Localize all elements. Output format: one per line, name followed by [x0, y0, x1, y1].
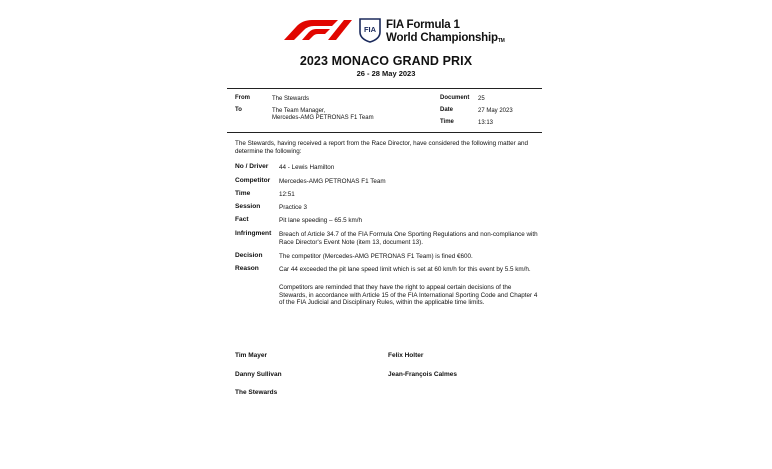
- to-label: To: [235, 107, 242, 113]
- steward-signature-3: Danny Sullivan: [235, 371, 282, 378]
- brand-line-1: FIA Formula 1: [386, 19, 460, 31]
- appeal-note: Competitors are reminded that they have the right to appeal certain decisions of the Stewards, in accordance with Article 15 of the FIA International Sporting Code and Chapter 4 of the FIA Judicial and Disciplinary Rules, within the applicable time limits.: [279, 284, 538, 306]
- session-label: Session: [235, 203, 261, 210]
- fia-badge-text: FIA: [363, 25, 377, 34]
- time-label: Time: [440, 119, 454, 125]
- time-row-label: Time: [235, 190, 251, 197]
- intro-paragraph: The Stewards, having received a report from the Race Director, have considered the following matter and determine the following:: [235, 140, 528, 155]
- driver-value: 44 - Lewis Hamilton: [279, 164, 335, 171]
- header-logo: [282, 14, 522, 46]
- competitor-label: Competitor: [235, 177, 271, 184]
- f1-logo-icon: [282, 18, 354, 40]
- fact-label: Fact: [235, 216, 249, 223]
- infringement-label: Infringment: [235, 230, 272, 237]
- steward-signature-1: Tim Mayer: [235, 352, 268, 359]
- trademark: TM: [497, 38, 505, 44]
- document-value: 25: [478, 96, 485, 102]
- steward-signature-4: Jean-François Calmes: [388, 371, 458, 378]
- from-label: From: [235, 95, 250, 101]
- event-dates: 26 - 28 May 2023: [356, 69, 416, 78]
- driver-label: No / Driver: [235, 163, 269, 170]
- to-value-line-1: The Team Manager,: [272, 108, 326, 114]
- competitor-value: Mercedes-AMG PETRONAS F1 Team: [279, 178, 386, 185]
- steward-signature-2: Felix Holter: [388, 352, 424, 359]
- date-value: 27 May 2023: [478, 108, 513, 114]
- brand-line-2-text: World Championship: [386, 32, 498, 44]
- time-row-value: 12:51: [279, 191, 295, 198]
- decision-value: The competitor (Mercedes-AMG PETRONAS F1 Team) is fined €600.: [279, 253, 473, 260]
- from-value: The Stewards: [272, 96, 310, 102]
- fact-value: Pit lane speeding – 65.5 km/h: [279, 217, 362, 224]
- reason-value: Car 44 exceeded the pit lane speed limit which is set at 60 km/h for this event by 5.5 km/h.: [279, 266, 531, 273]
- to-value-line-2: Mercedes-AMG PETRONAS F1 Team: [272, 115, 374, 121]
- reason-label: Reason: [235, 265, 259, 272]
- date-label: Date: [440, 107, 454, 113]
- decision-label: Decision: [235, 252, 263, 259]
- session-value: Practice 3: [279, 204, 307, 211]
- document-label: Document: [440, 95, 470, 101]
- document-title: 2023 MONACO GRAND PRIX: [299, 54, 473, 68]
- brand-line-2: [386, 32, 505, 44]
- time-value: 13:13: [478, 120, 494, 126]
- fia-badge-icon: [358, 17, 382, 43]
- stewards-footer: The Stewards: [235, 389, 278, 396]
- infringement-value: Breach of Article 34.7 of the FIA Formula One Sporting Regulations and non-compliance with Race Director's Event Note (item 13, document 13).: [279, 231, 538, 246]
